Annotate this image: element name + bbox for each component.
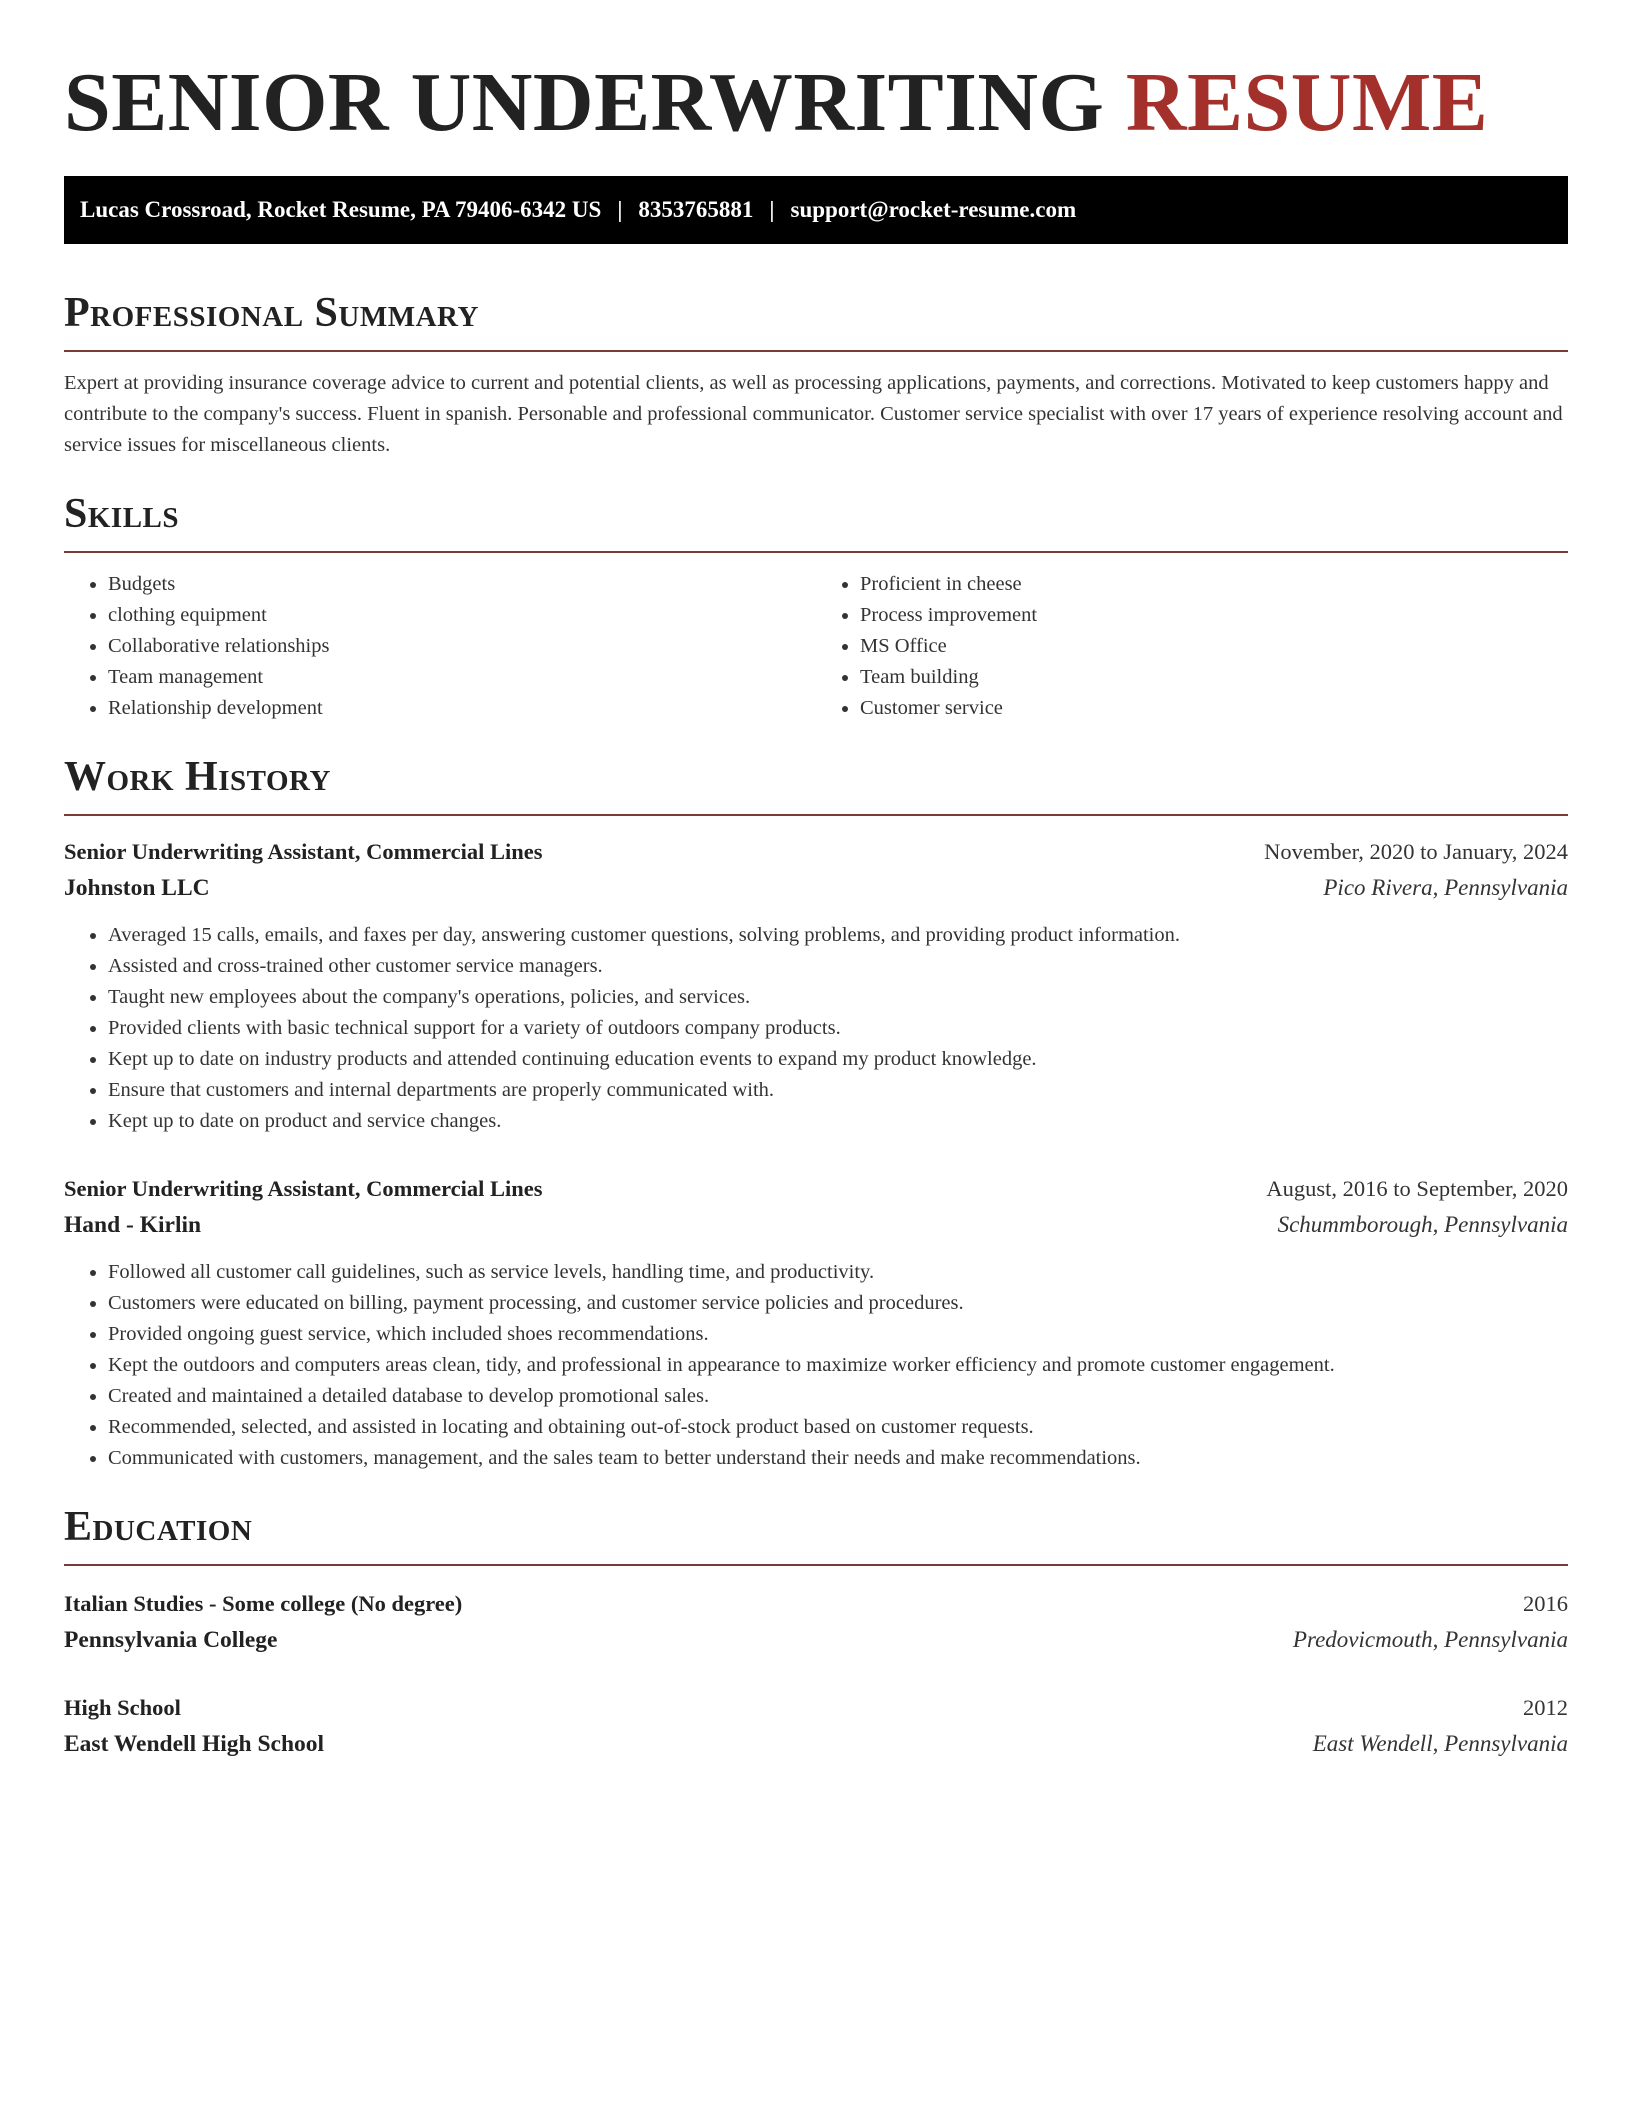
contact-address: Lucas Crossroad, Rocket Resume, PA 79406-6342 US (80, 197, 602, 222)
education-school: Pennsylvania College (64, 1627, 278, 1653)
job-dates: November, 2020 to January, 2024 (1264, 839, 1568, 864)
education-header (64, 1690, 1568, 1726)
job-duty: • Ensure that customers and internal departments are properly communicated with. (108, 1075, 1568, 1106)
job-duty: • Communicated with customers, management, and the sales team to better understand their needs and make recommendations. (108, 1443, 1568, 1474)
education-heading: Education (64, 1502, 1568, 1566)
job-duties (64, 1257, 1568, 1474)
job-duty: • Averaged 15 calls, emails, and faxes per day, answering customer questions, solving problems, and providing product information. (108, 920, 1568, 951)
education-degree: Italian Studies - Some college (No degree) (64, 1591, 463, 1616)
contact-separator: | (769, 197, 775, 222)
skill-item: • Team management (108, 662, 816, 693)
job-dates: August, 2016 to September, 2020 (1266, 1176, 1568, 1201)
job-duty: • Recommended, selected, and assisted in locating and obtaining out-of-stock product based on customer requests. (108, 1412, 1568, 1443)
job-location: Schummborough, Pennsylvania (1277, 1212, 1568, 1237)
skill-item: • Process improvement (860, 600, 1568, 631)
education-school: East Wendell High School (64, 1731, 325, 1757)
job-duty: • Kept up to date on product and service changes. (108, 1106, 1568, 1137)
job-entry (64, 834, 1568, 1137)
job-duty: • Provided ongoing guest service, which included shoes recommendations. (108, 1319, 1568, 1350)
education-location: Predovicmouth, Pennsylvania (1292, 1627, 1568, 1652)
job-company: Johnston LLC (64, 875, 210, 901)
job-header (64, 834, 1568, 870)
skill-item: • clothing equipment (108, 600, 816, 631)
job-subheader (64, 1207, 1568, 1243)
job-duty: • Followed all customer call guidelines, such as service levels, handling time, and productivity. (108, 1257, 1568, 1288)
education-entry (64, 1586, 1568, 1658)
work-history-heading: Work History (64, 752, 1568, 816)
skills-grid (64, 569, 1568, 724)
summary-text: Expert at providing insurance coverage advice to current and potential clients, as well as processing applications, payments, and corrections. Motivated to keep customers happy and contribute to the company's success. Fluent in spanish. Personable and professional communicator. Customer service specialist with over 17 years of experience resolving account and service issues for miscellaneous clients. (64, 372, 1563, 456)
job-duty: • Taught new employees about the company's operations, policies, and services. (108, 982, 1568, 1013)
education-year: 2016 (1523, 1591, 1568, 1616)
job-duty: • Kept up to date on industry products and attended continuing education events to expand my product knowledge. (108, 1044, 1568, 1075)
skills-heading: Skills (64, 489, 1568, 553)
job-duty: • Created and maintained a detailed database to develop promotional sales. (108, 1381, 1568, 1412)
education-subheader (64, 1726, 1568, 1762)
education-year: 2012 (1523, 1695, 1568, 1720)
skill-item: • Customer service (860, 693, 1568, 724)
skill-item: • MS Office (860, 631, 1568, 662)
education-header (64, 1586, 1568, 1622)
skill-item: • Proficient in cheese (860, 569, 1568, 600)
job-subheader (64, 870, 1568, 906)
job-duty: • Provided clients with basic technical support for a variety of outdoors company products. (108, 1013, 1568, 1044)
contact-separator: | (617, 197, 623, 222)
job-header (64, 1171, 1568, 1207)
job-location: Pico Rivera, Pennsylvania (1323, 875, 1568, 900)
contact-bar (64, 176, 1568, 244)
education-location: East Wendell, Pennsylvania (1312, 1731, 1568, 1756)
job-duty: • Kept the outdoors and computers areas clean, tidy, and professional in appearance to maximize worker efficiency and promote customer engagement. (108, 1350, 1568, 1381)
education-degree: High School (64, 1695, 181, 1720)
skill-item: • Team building (860, 662, 1568, 693)
summary-heading: Professional Summary (64, 288, 1568, 352)
skills-list-right (816, 569, 1568, 724)
contact-email: support@rocket-resume.com (790, 197, 1077, 222)
resume-title (64, 0, 1568, 160)
job-duty: • Assisted and cross-trained other customer service managers. (108, 951, 1568, 982)
job-duty: • Customers were educated on billing, payment processing, and customer service policies and procedures. (108, 1288, 1568, 1319)
job-title: Senior Underwriting Assistant, Commercial Lines (64, 1176, 543, 1201)
contact-phone: 8353765881 (638, 197, 754, 222)
job-company: Hand - Kirlin (64, 1212, 202, 1238)
job-title: Senior Underwriting Assistant, Commercial Lines (64, 839, 543, 864)
education-subheader (64, 1622, 1568, 1658)
title-main: SENIOR UNDERWRITING (64, 56, 1105, 149)
title-accent: RESUME (1125, 56, 1489, 149)
skill-item: • Collaborative relationships (108, 631, 816, 662)
skill-item: • Relationship development (108, 693, 816, 724)
skills-list-left (64, 569, 816, 724)
job-duties (64, 920, 1568, 1137)
job-entry (64, 1171, 1568, 1474)
education-entry (64, 1690, 1568, 1762)
skill-item: • Budgets (108, 569, 816, 600)
